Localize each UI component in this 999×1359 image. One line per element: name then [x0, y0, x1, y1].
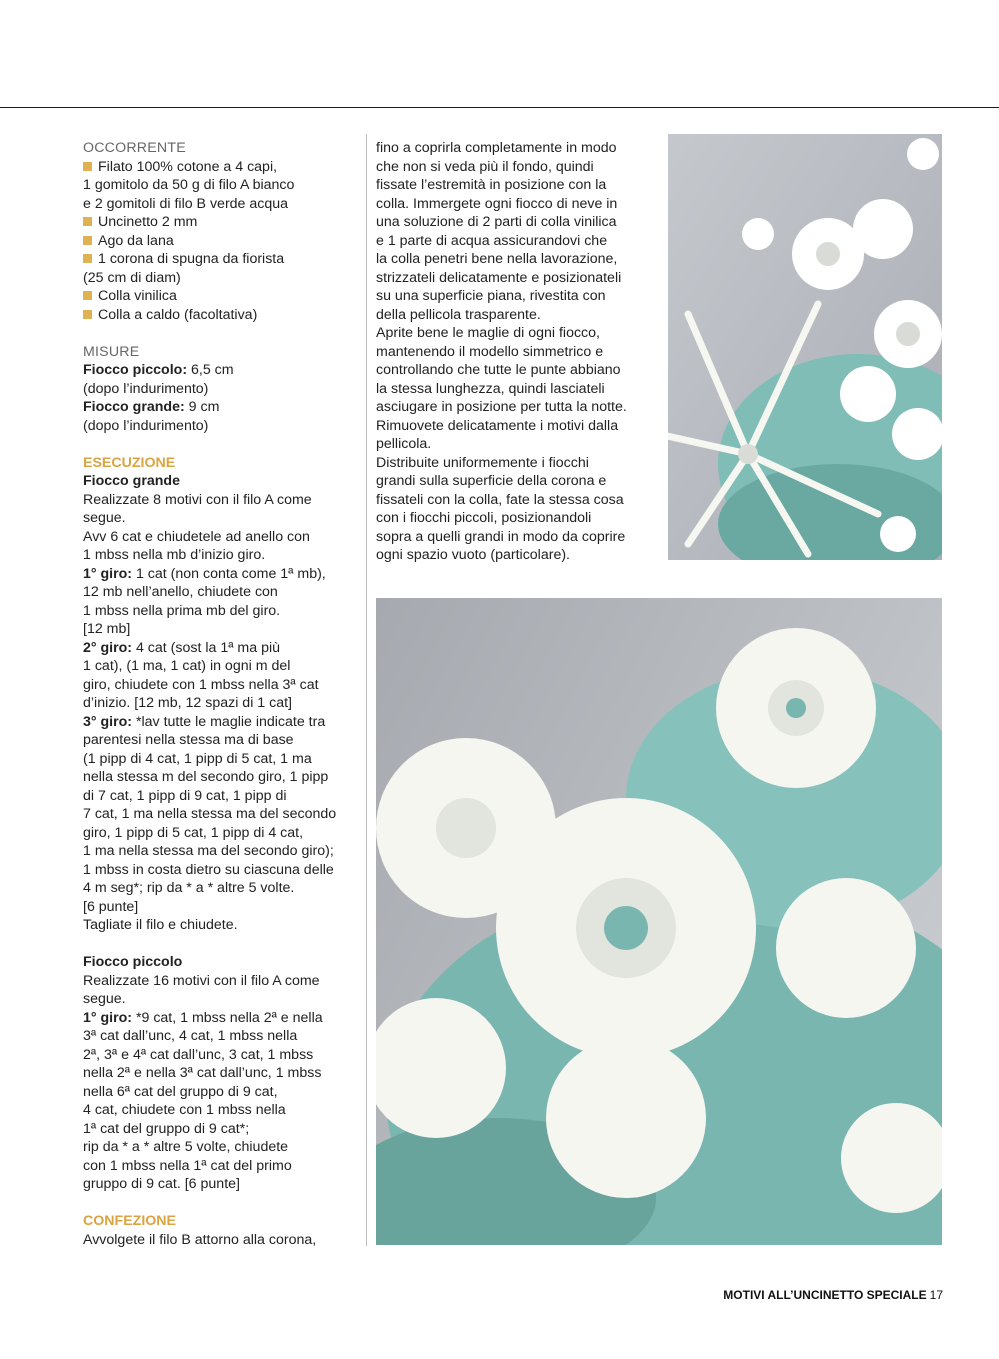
line-text: 1 cat), (1 ma, 1 cat) in ogni m del — [83, 658, 291, 674]
text-line — [83, 250, 358, 269]
text-line — [83, 1009, 358, 1028]
magazine-title: MOTIVI ALL’UNCINETTO SPECIALE — [723, 1288, 927, 1302]
line-text: 1ª cat del gruppo di 9 cat*; — [83, 1120, 250, 1137]
text-line — [83, 953, 358, 972]
line-text: Realizzate 8 motivi con il filo A come — [83, 491, 312, 508]
line-text: *lav tutte le maglie indicate tra — [132, 713, 326, 730]
line-text: 1 mbss nella mb d’inizio giro. — [83, 547, 266, 563]
line-text: (25 cm di diam) — [83, 269, 181, 286]
line-text: MISURE — [83, 343, 140, 360]
line-text: *9 cat, 1 mbss nella 2ª e nella — [132, 1009, 323, 1026]
text-line — [83, 232, 358, 251]
text-line: e 1 parte di acqua assicurandovi che — [376, 232, 608, 249]
text-line — [83, 676, 358, 695]
text-line — [83, 1120, 358, 1139]
line-text: Colla vinilica — [98, 288, 177, 304]
line-text: ESECUZIONE — [83, 454, 176, 471]
line-text: Uncinetto 2 mm — [98, 214, 198, 230]
text-line: strizzateli delicatamente e posizionateli — [376, 269, 622, 286]
line-text: 4 m seg*; rip da * a * altre 5 volte. — [83, 880, 295, 896]
line-text: (1 pipp di 4 cat, 1 pipp di 5 cat, 1 ma — [83, 750, 312, 767]
section-heading — [83, 343, 358, 362]
text-line — [83, 1138, 358, 1157]
spacer — [83, 935, 358, 954]
text-line — [83, 750, 358, 769]
text-line — [83, 1027, 358, 1046]
line-text: CONFEZIONE — [83, 1213, 177, 1229]
bold-label: Fiocco piccolo — [83, 954, 183, 970]
page-number: 17 — [929, 1288, 943, 1302]
text-line — [83, 639, 358, 658]
snowflake-detail-photo — [668, 134, 942, 560]
square-bullet-icon — [83, 236, 92, 245]
bold-label: Fiocco grande — [83, 473, 180, 489]
text-line — [83, 824, 358, 843]
section-heading — [83, 1212, 358, 1231]
line-text: di 7 cat, 1 pipp di 9 cat, 1 pipp di — [83, 787, 287, 804]
text-line — [83, 491, 358, 510]
text-line — [83, 1083, 358, 1102]
text-line — [83, 768, 358, 787]
line-text: nella 6ª cat del gruppo di 9 cat, — [83, 1083, 278, 1100]
line-text: Avvolgete il filo B attorno alla corona, — [83, 1231, 317, 1248]
text-line — [83, 916, 358, 935]
line-text: [12 mb] — [83, 621, 131, 637]
text-line: con i fiocchi piccoli, posizionandoli — [376, 510, 592, 526]
line-text: gruppo di 9 cat. [6 punte] — [83, 1176, 240, 1192]
text-line — [83, 657, 358, 676]
line-text: 6,5 cm — [187, 362, 234, 378]
square-bullet-icon — [83, 217, 92, 226]
line-text: 1 corona di spugna da fiorista — [98, 251, 285, 267]
text-line — [83, 472, 358, 491]
text-line — [83, 805, 358, 824]
line-text: 3ª cat dall’unc, 4 cat, 1 mbss nella — [83, 1028, 298, 1044]
text-line — [83, 583, 358, 602]
text-line — [83, 565, 358, 584]
line-text: 4 cat, chiudete con 1 mbss nella — [83, 1102, 286, 1118]
line-text: Ago da lana — [98, 232, 174, 249]
text-line: che non si veda più il fondo, quindi — [376, 158, 594, 175]
text-line: grandi sulla superficie della corona e — [376, 473, 607, 489]
text-line — [83, 1175, 358, 1194]
bold-label: Fiocco grande: — [83, 399, 185, 415]
snowflake-closeup-photo — [376, 598, 942, 1245]
text-line — [83, 861, 358, 880]
text-line: sopra a quelli grandi in modo da coprire — [376, 528, 626, 545]
line-text: Avv 6 cat e chiudetele ad anello con — [83, 528, 310, 545]
line-text: Tagliate il filo e chiudete. — [83, 917, 238, 933]
text-line — [83, 398, 358, 417]
line-text: con 1 mbss nella 1ª cat del primo — [83, 1157, 292, 1174]
text-line — [83, 898, 358, 917]
line-text: 12 mb nell’anello, chiudete con — [83, 584, 278, 600]
text-line — [83, 620, 358, 639]
column-divider — [366, 134, 367, 1246]
line-text: Colla a caldo (facoltativa) — [98, 306, 258, 323]
text-line — [83, 287, 358, 306]
text-line: colla. Immergete ogni fiocco di neve in — [376, 195, 618, 212]
text-line — [83, 879, 358, 898]
line-text: 1 mbss nella prima mb del giro. — [83, 602, 281, 619]
text-line — [83, 195, 358, 214]
line-text: nella 2ª e nella 3ª cat dall’unc, 1 mbss — [83, 1065, 322, 1081]
line-text: (dopo l’indurimento) — [83, 380, 209, 397]
line-text: 1 cat (non conta come 1ª mb), — [132, 565, 326, 582]
text-line — [83, 1231, 358, 1250]
line-text: d’inizio. [12 mb, 12 spazi di 1 cat] — [83, 695, 292, 711]
text-line: Distribuite uniformemente i fiocchi — [376, 454, 589, 471]
text-line — [83, 1046, 358, 1065]
left-text-column — [83, 139, 358, 1249]
section-heading — [83, 139, 358, 158]
bold-label: 3° giro: — [83, 713, 133, 730]
text-line — [83, 176, 358, 195]
text-line — [83, 417, 358, 436]
text-line: la stessa lunghezza, quindi lasciateli — [376, 380, 605, 397]
text-line — [83, 1064, 358, 1083]
square-bullet-icon — [83, 291, 92, 300]
text-line — [83, 528, 358, 547]
line-text: giro, chiudete con 1 mbss nella 3ª cat — [83, 676, 319, 693]
line-text: 4 cat (sost la 1ª ma più — [132, 639, 281, 656]
text-line: fissateli con la colla, fate la stessa cosa — [376, 491, 624, 508]
text-line — [83, 694, 358, 713]
line-text: rip da * a * altre 5 volte, chiudete — [83, 1139, 289, 1155]
line-text: giro, 1 pipp di 5 cat, 1 pipp di 4 cat, — [83, 824, 304, 841]
text-line — [83, 602, 358, 621]
spacer — [83, 1194, 358, 1213]
text-line — [83, 972, 358, 991]
line-text: e 2 gomitoli di filo B verde acqua — [83, 195, 289, 212]
square-bullet-icon — [83, 254, 92, 263]
text-line — [83, 306, 358, 325]
line-text: [6 punte] — [83, 898, 139, 915]
text-line: ogni spazio vuoto (particolare). — [376, 547, 570, 563]
line-text: OCCORRENTE — [83, 140, 186, 156]
text-line — [83, 546, 358, 565]
bold-label: 2° giro: — [83, 639, 133, 656]
line-text: nella stessa m del secondo giro, 1 pipp — [83, 769, 329, 785]
spacer — [83, 435, 358, 454]
text-line — [83, 990, 358, 1009]
text-line: della pellicola trasparente. — [376, 306, 541, 323]
square-bullet-icon — [83, 310, 92, 319]
square-bullet-icon — [83, 162, 92, 171]
text-line: asciugare in posizione per tutta la notte. — [376, 399, 627, 415]
line-text: Filato 100% cotone a 4 capi, — [98, 158, 278, 175]
text-line: pellicola. — [376, 436, 432, 452]
text-line: una soluzione di 2 parti di colla vinilica — [376, 214, 617, 230]
line-text: 1 mbss in costa dietro su ciascuna delle — [83, 861, 334, 878]
top-rule — [0, 107, 999, 108]
text-line — [83, 787, 358, 806]
line-text: segue. — [83, 510, 126, 526]
line-text: (dopo l’indurimento) — [83, 417, 209, 434]
middle-text-column — [376, 139, 658, 565]
section-heading — [83, 454, 358, 473]
line-text: 9 cm — [184, 399, 220, 415]
page-footer — [700, 1288, 943, 1302]
text-line: fissate l’estremità in posizione con la — [376, 177, 607, 193]
line-text: 2ª, 3ª e 4ª cat dall’unc, 3 cat, 1 mbss — [83, 1046, 314, 1063]
text-line: mantenendo il modello simmetrico e — [376, 343, 604, 360]
text-line — [83, 509, 358, 528]
text-line — [83, 269, 358, 288]
text-line — [83, 213, 358, 232]
bold-label: 1° giro: — [83, 565, 133, 582]
text-line — [83, 1101, 358, 1120]
line-text: 1 ma nella stessa ma del secondo giro); — [83, 843, 334, 859]
text-line: fino a coprirla completamente in modo — [376, 140, 617, 156]
bold-label: Fiocco piccolo: — [83, 362, 188, 378]
line-text: 7 cat, 1 ma nella stessa ma del secondo — [83, 806, 337, 822]
text-line — [83, 380, 358, 399]
line-text: parentesi nella stessa ma di base — [83, 732, 294, 748]
text-line: Aprite bene le maglie di ogni fiocco, — [376, 325, 600, 341]
text-line: su una superficie piana, rivestita con — [376, 288, 606, 304]
line-text: 1 gomitolo da 50 g di filo A bianco — [83, 177, 295, 193]
line-text: Realizzate 16 motivi con il filo A come — [83, 972, 320, 989]
text-line — [83, 158, 358, 177]
line-text: segue. — [83, 991, 126, 1007]
text-line — [83, 842, 358, 861]
text-line — [83, 361, 358, 380]
text-line — [83, 731, 358, 750]
text-line — [83, 1157, 358, 1176]
text-line — [83, 713, 358, 732]
text-line: la colla penetri bene nella lavorazione, — [376, 251, 618, 267]
text-line: Rimuovete delicatamente i motivi dalla — [376, 417, 619, 434]
spacer — [83, 324, 358, 343]
text-line: controllando che tutte le punte abbiano — [376, 362, 621, 378]
bold-label: 1° giro: — [83, 1009, 133, 1026]
